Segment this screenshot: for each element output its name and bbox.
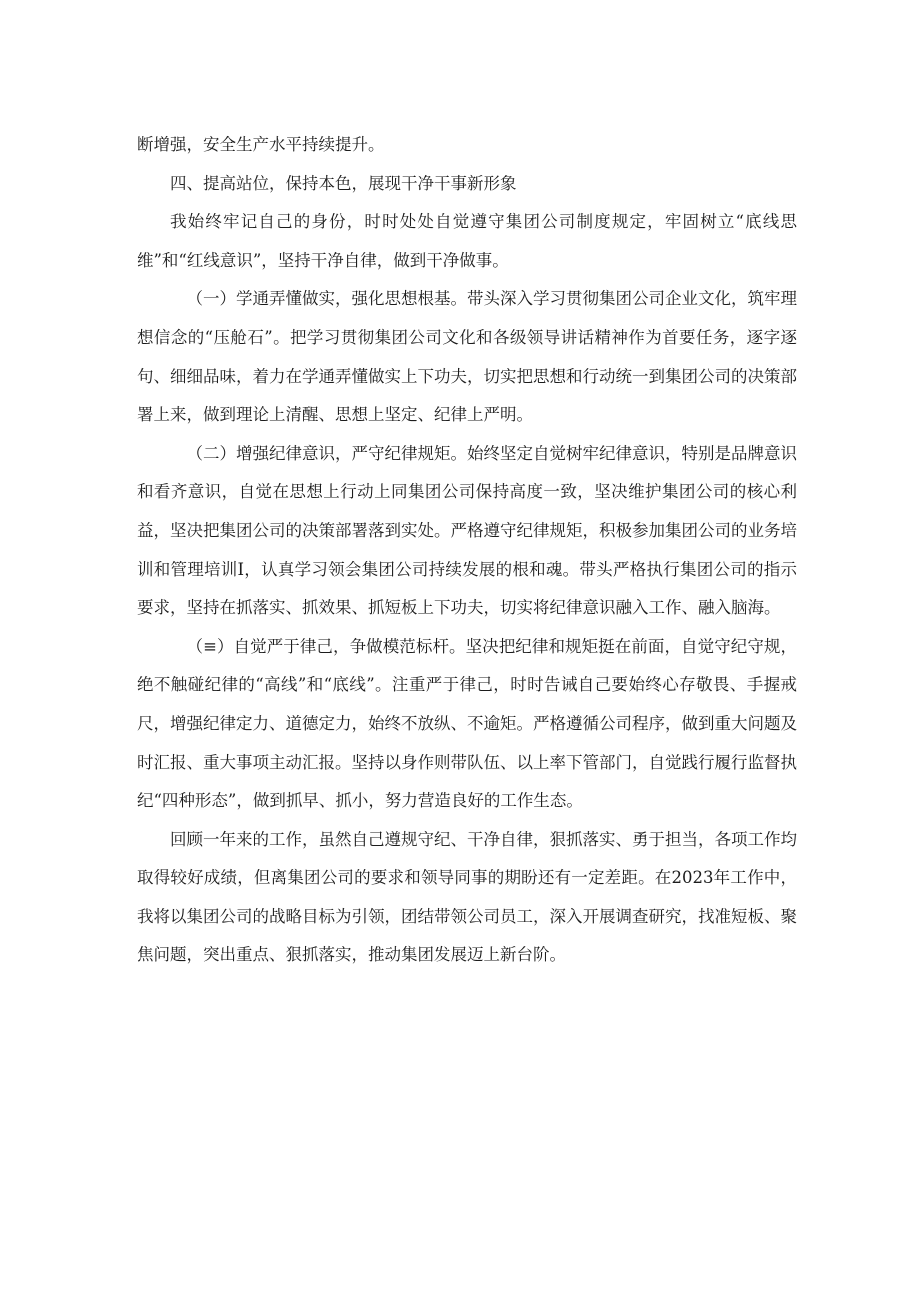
section-heading-four: 四、提高站位，保持本色，展现干净干事新形象 bbox=[170, 173, 517, 193]
paragraph-item-three: （≡）自觉严于律己，争做模范标杆。坚决把纪律和规矩挺在前面，自觉守纪守规，绝不触碰纪律的“高线”和“底线”。注重严于律己，时时告诫自己要始终心存敬畏、手握戒尺，增强纪律定力、道德定力，始终不放纵、不逾矩。严格遵循公司程序，做到重大问题及时汇报、重大事项主动汇报。坚持以身作则带队伍、以上率下管部门，自觉践行履行监督执纪“四种形态”，做到抓早、抓小，努力营造良好的工作生态。 bbox=[137, 636, 797, 811]
paragraph-item-one: （一）学通弄懂做实，强化思想根基。带头深入学习贯彻集团公司企业文化，筑牢理想信念的“压舱石”。把学习贯彻集团公司文化和各级领导讲话精神作为首要任务，逐字逐句、细细品味，着力在学通弄懂做实上下功夫，切实把思想和行动统一到集团公司的决策部署上来，做到理论上清醒、思想上坚定、纪律上严明。 bbox=[137, 289, 797, 425]
document-body bbox=[137, 126, 797, 975]
paragraph-continuation: 断增强，安全生产水平持续提升。 bbox=[137, 135, 385, 154]
paragraph-intro: 我始终牢记自己的身份，时时处处自觉遵守集团公司制度规定，牢固树立“底线思维”和“红线意识”，坚持干净自律，做到干净做事。 bbox=[137, 212, 797, 270]
paragraph-item-two: （二）增强纪律意识，严守纪律规矩。始终坚定自觉树牢纪律意识，特别是品牌意识和看齐意识，自觉在思想上行动上同集团公司保持高度一致，坚决维护集团公司的核心利益，坚决把集团公司的决策部署落到实处。严格遵守纪律规矩，积极参加集团公司的业务培训和管理培训Ⅰ，认真学习领会集团公司持续发展的根和魂。带头严格执行集团公司的指示要求，坚持在抓落实、抓效果、抓短板上下功夫，切实将纪律意识融入工作、融入脑海。 bbox=[137, 443, 797, 618]
paragraph-summary: 回顾一年来的工作，虽然自己遵规守纪、干净自律，狠抓落实、勇于担当，各项工作均取得较好成绩，但离集团公司的要求和领导同事的期盼还有一定差距。在2023年工作中，我将以集团公司的战略目标为引领，团结带领公司员工，深入开展调查研究，找准短板、聚焦问题，突出重点、狠抓落实，推动集团发展迈上新台阶。 bbox=[137, 829, 797, 965]
